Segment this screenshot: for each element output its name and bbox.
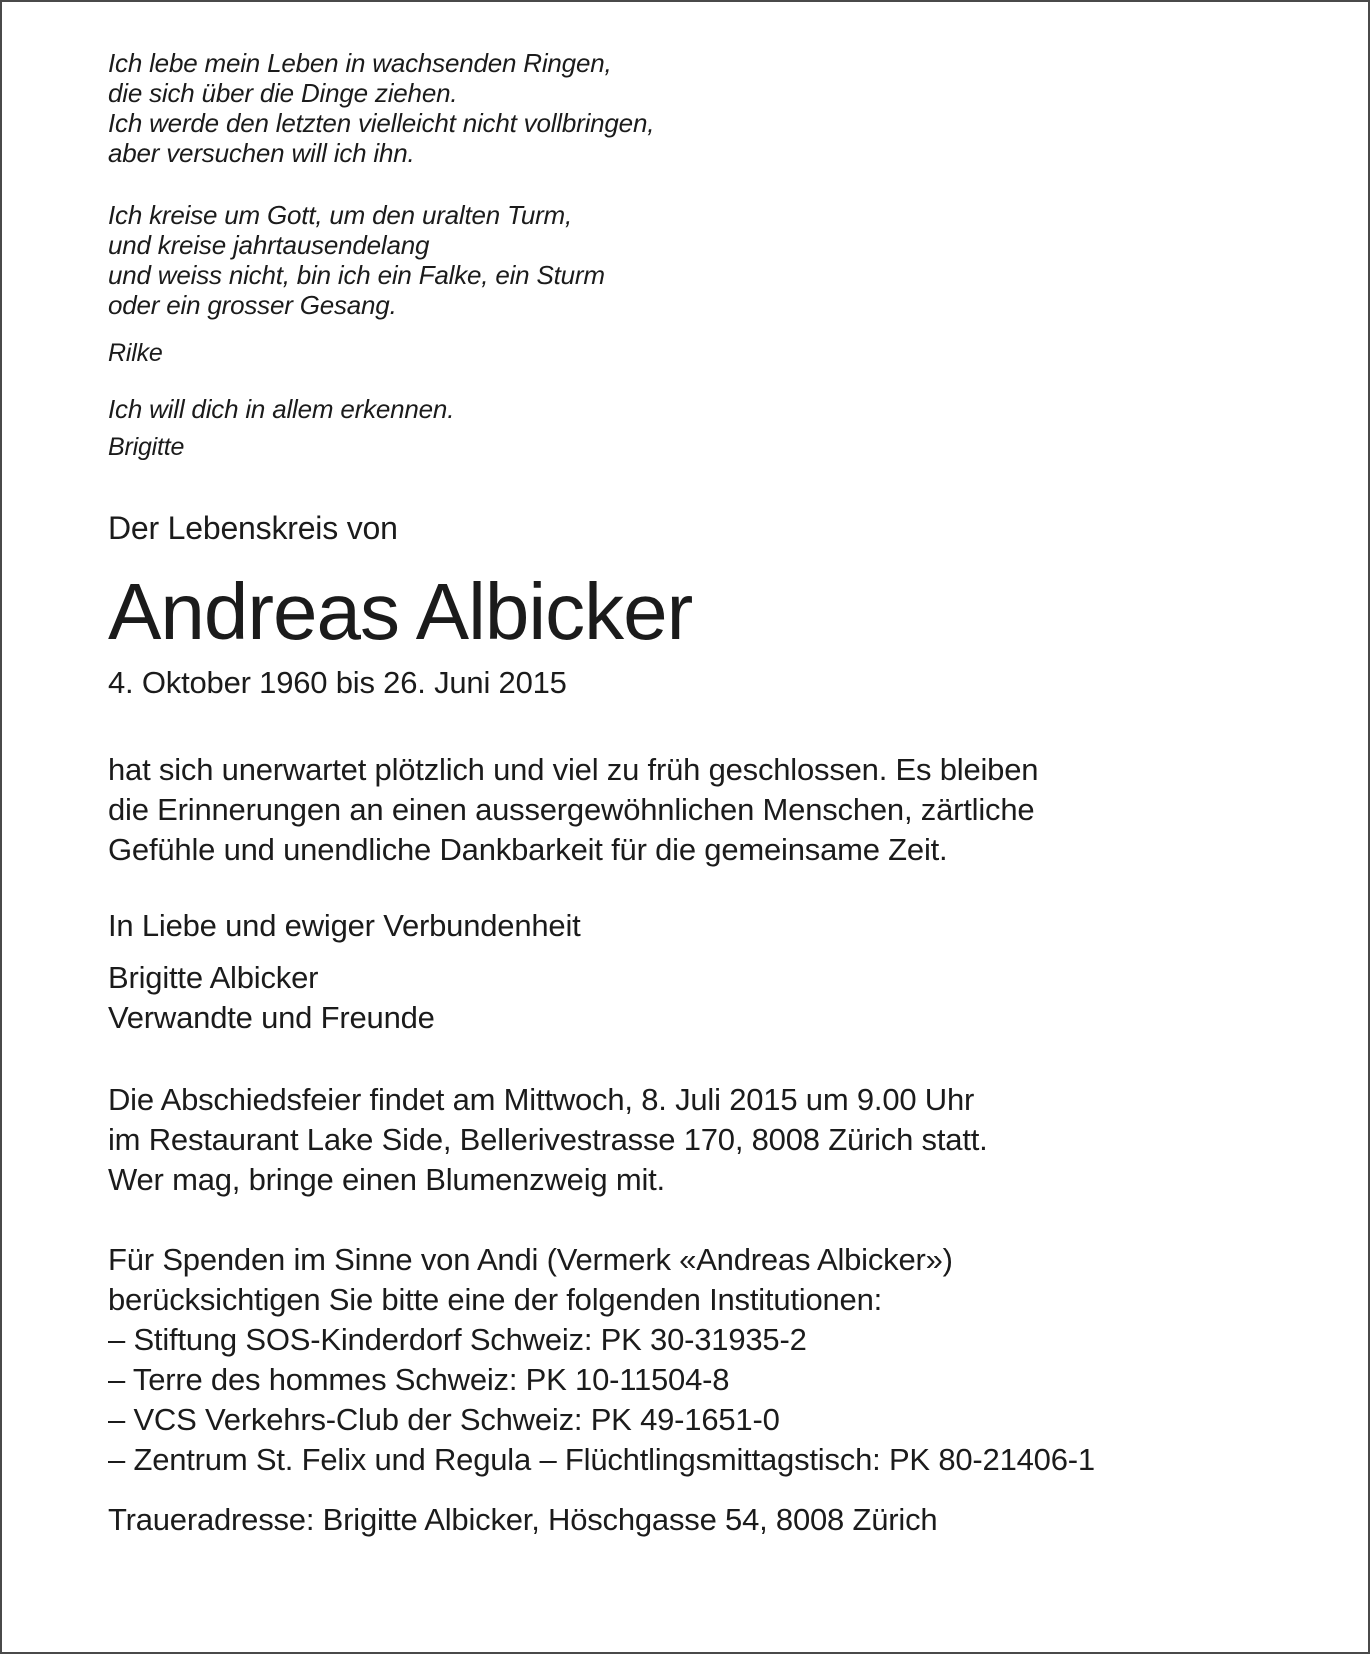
ceremony-line: im Restaurant Lake Side, Bellerivestrasse 170, 8008 Zürich statt. — [108, 1122, 988, 1157]
ceremony-line: Wer mag, bringe einen Blumenzweig mit. — [108, 1162, 665, 1197]
donations-block — [108, 1240, 1308, 1480]
obituary-content — [2, 2, 1368, 1540]
ceremony-paragraph — [108, 1080, 1308, 1200]
poem-attribution: Rilke — [108, 339, 163, 367]
poem-stanza-2 — [108, 200, 1308, 320]
dedication-line: Ich will dich in allem erkennen. — [108, 394, 455, 424]
ceremony-line: Die Abschiedsfeier findet am Mittwoch, 8. Juli 2015 um 9.00 Uhr — [108, 1082, 975, 1117]
lifespan-dates: 4. Oktober 1960 bis 26. Juni 2015 — [108, 665, 567, 700]
obituary-line: die Erinnerungen an einen aussergewöhnlichen Menschen, zärtliche — [108, 792, 1035, 827]
poem-line: und kreise jahrtausendelang — [108, 230, 430, 260]
donation-institution: – Zentrum St. Felix und Regula – Flüchtlingsmittagstisch: PK 80-21406-1 — [108, 1442, 1095, 1477]
mourner-line: Brigitte Albicker — [108, 960, 319, 995]
obituary-line: Gefühle und unendliche Dankbarkeit für die gemeinsame Zeit. — [108, 832, 948, 867]
donation-institution: – Stiftung SOS-Kinderdorf Schweiz: PK 30-31935-2 — [108, 1322, 807, 1357]
deceased-name: Andreas Albicker — [108, 567, 693, 656]
poem-line: die sich über die Dinge ziehen. — [108, 78, 458, 108]
poem-line: oder ein grosser Gesang. — [108, 290, 397, 320]
mourning-address: Traueradresse: Brigitte Albicker, Höschgasse 54, 8008 Zürich — [108, 1502, 938, 1537]
donations-intro-line: berücksichtigen Sie bitte eine der folgenden Institutionen: — [108, 1282, 883, 1317]
donations-intro-line: Für Spenden im Sinne von Andi (Vermerk «Andreas Albicker») — [108, 1242, 953, 1277]
poem-stanza-1 — [108, 48, 1308, 168]
poem-line: Ich werde den letzten vielleicht nicht vollbringen, — [108, 108, 655, 138]
obituary-paragraph — [108, 750, 1308, 870]
announcement-intro: Der Lebenskreis von — [108, 510, 398, 546]
closing-line: In Liebe und ewiger Verbundenheit — [108, 908, 581, 943]
donation-institution: – Terre des hommes Schweiz: PK 10-11504-8 — [108, 1362, 730, 1397]
obituary-line: hat sich unerwartet plötzlich und viel zu früh geschlossen. Es bleiben — [108, 752, 1039, 787]
poem-line: aber versuchen will ich ihn. — [108, 138, 415, 168]
poem-line: und weiss nicht, bin ich ein Falke, ein Sturm — [108, 260, 605, 290]
poem-line: Ich lebe mein Leben in wachsenden Ringen, — [108, 48, 612, 78]
poem-line: Ich kreise um Gott, um den uralten Turm, — [108, 200, 573, 230]
mourners-block — [108, 958, 1308, 1038]
mourner-line: Verwandte und Freunde — [108, 1000, 435, 1035]
dedication-attribution: Brigitte — [108, 433, 185, 461]
donation-institution: – VCS Verkehrs-Club der Schweiz: PK 49-1651-0 — [108, 1402, 780, 1437]
